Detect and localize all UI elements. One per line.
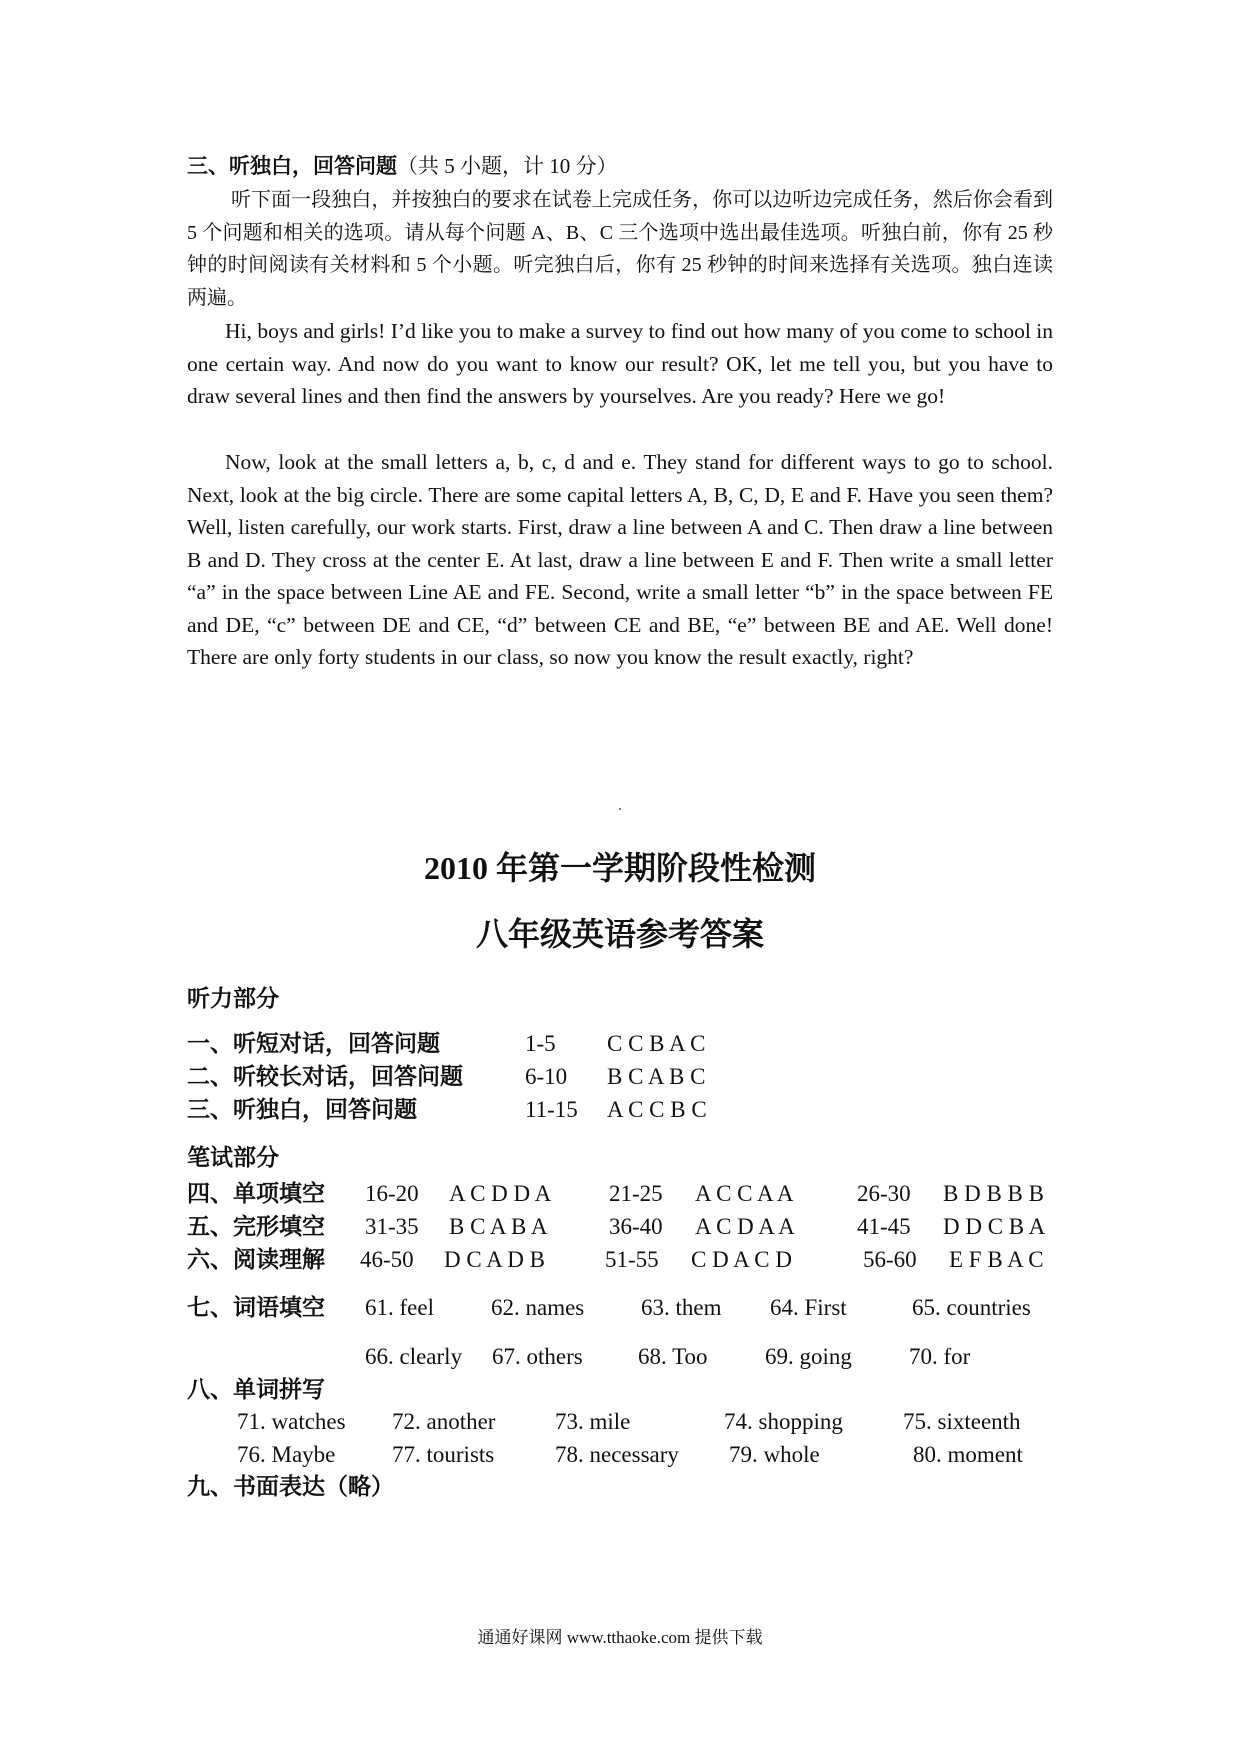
spelling-item: 78. necessary xyxy=(555,1442,679,1467)
row-label: 二、听较长对话，回答问题 xyxy=(187,1064,463,1089)
row-range: 11-15 xyxy=(525,1097,578,1122)
spelling-item: 80. moment xyxy=(913,1442,1023,1467)
row-answers: C C B A C xyxy=(607,1031,706,1056)
instructions-paragraph: 听下面一段独白，并按独白的要求在试卷上完成任务，你可以边听边完成任务，然后你会看到 5 个问题和相关的选项。请从每个问题 A、B、C 三个选项中选出最佳选项。听独白前，你有 25 秒钟的时间阅读有关材料和 5 个小题。听完独白后，你有 25 秒钟的时间来选择有关选项。独白连读两遍。 xyxy=(187,189,1053,309)
writing-heading: 九、书面表达（略） xyxy=(187,1474,394,1499)
group-range: 16-20 xyxy=(365,1181,419,1206)
spelling-item: 71. watches xyxy=(237,1409,346,1434)
answer-key-subtitle: 八年级英语参考答案 xyxy=(475,916,764,952)
spelling-heading: 八、单词拼写 xyxy=(187,1377,325,1402)
monologue-paragraph-2: Now, look at the small letters a, b, c, d and e. They stand for different ways to go to school. Next, look at the big circle. There are some capital letters A, B, C, D, E and F. Have you seen them? Well, listen carefully, our work starts. First, draw a line between A and C. Then draw a line between B and D. They cross at the center E. At last, draw a line between E and F. Then write a small letter “a” in the space between Line AE and FE. Second, write a small letter “b” in the space between FE and DE, “c” between DE and CE, “d” between CE and BE, “e” between BE and AE. Well done! There are only forty students in our class, so now you know the result exactly, right? xyxy=(187,450,1053,669)
word-fill-item: 62. names xyxy=(491,1295,585,1320)
written-part-heading: 笔试部分 xyxy=(187,1145,279,1170)
section-3-heading xyxy=(187,152,618,180)
row-range: 1-5 xyxy=(525,1031,556,1056)
group-range: 56-60 xyxy=(863,1247,917,1272)
group-answers: E F B A C xyxy=(949,1247,1044,1272)
row-label: 五、完形填空 xyxy=(187,1214,325,1239)
spelling-item: 77. tourists xyxy=(392,1442,495,1467)
spelling-item: 79. whole xyxy=(729,1442,820,1467)
group-answers: B C A B A xyxy=(449,1214,548,1239)
word-fill-item: 68. Too xyxy=(638,1344,708,1369)
spelling-item: 76. Maybe xyxy=(237,1442,336,1467)
spelling-item: 72. another xyxy=(392,1409,496,1434)
page-footer: 通通好课网 www.tthaoke.com 提供下载 xyxy=(477,1628,763,1647)
section-3-note: （共 5 小题，计 10 分） xyxy=(397,154,618,178)
word-fill-item: 70. for xyxy=(909,1344,971,1369)
row-answers: B C A B C xyxy=(607,1064,706,1089)
stray-dot xyxy=(619,808,621,810)
row-label: 四、单项填空 xyxy=(187,1181,325,1206)
group-answers: C D A C D xyxy=(691,1247,792,1272)
word-fill-item: 69. going xyxy=(765,1344,852,1369)
group-range: 31-35 xyxy=(365,1214,419,1239)
answer-row-4 xyxy=(187,1178,1057,1210)
spelling-item: 75. sixteenth xyxy=(903,1409,1021,1434)
word-fill-item: 63. them xyxy=(641,1295,722,1320)
word-fill-item: 64. First xyxy=(770,1295,847,1320)
group-range: 41-45 xyxy=(857,1214,911,1239)
answer-row-6 xyxy=(187,1244,1057,1276)
group-range: 26-30 xyxy=(857,1181,911,1206)
word-fill-item: 67. others xyxy=(492,1344,583,1369)
group-answers: D C A D B xyxy=(444,1247,545,1272)
row-label: 六、阅读理解 xyxy=(187,1247,325,1272)
row-label: 一、听短对话，回答问题 xyxy=(187,1031,440,1056)
group-range: 51-55 xyxy=(605,1247,659,1272)
group-range: 36-40 xyxy=(609,1214,663,1239)
answer-row-2 xyxy=(187,1061,907,1093)
group-answers: D D C B A xyxy=(943,1214,1046,1239)
section-3-title: 三、听独白，回答问题 xyxy=(187,154,397,178)
answer-row-5 xyxy=(187,1211,1057,1243)
answer-row-1 xyxy=(187,1028,907,1060)
answer-key-title: 2010 年第一学期阶段性检测 xyxy=(423,850,816,886)
word-fill-item: 61. feel xyxy=(365,1295,434,1320)
group-range: 46-50 xyxy=(360,1247,414,1272)
group-range: 21-25 xyxy=(609,1181,663,1206)
word-fill-item: 65. countries xyxy=(912,1295,1031,1320)
group-answers: A C D D A xyxy=(449,1181,552,1206)
group-answers: A C D A A xyxy=(695,1214,795,1239)
row-label: 三、听独白，回答问题 xyxy=(187,1097,417,1122)
group-answers: B D B B B xyxy=(943,1181,1044,1206)
spelling-item: 73. mile xyxy=(555,1409,631,1434)
row-range: 6-10 xyxy=(525,1064,568,1089)
word-fill-item: 66. clearly xyxy=(365,1344,463,1369)
answer-row-3 xyxy=(187,1094,907,1126)
word-fill-row-2 xyxy=(187,1341,1057,1373)
row-label: 七、词语填空 xyxy=(187,1295,325,1320)
row-answers: A C C B C xyxy=(607,1097,707,1122)
listening-part-heading: 听力部分 xyxy=(187,986,279,1011)
monologue-paragraph-1: Hi, boys and girls! I’d like you to make a survey to find out how many of you come to school in one certain way. And now do you want to know our result? OK, let me tell you, but you have to draw several lines and then find the answers by yourselves. Are you ready? Here we go! xyxy=(187,319,1053,408)
spelling-item: 74. shopping xyxy=(724,1409,843,1434)
word-fill-row xyxy=(187,1292,1057,1324)
group-answers: A C C A A xyxy=(695,1181,794,1206)
